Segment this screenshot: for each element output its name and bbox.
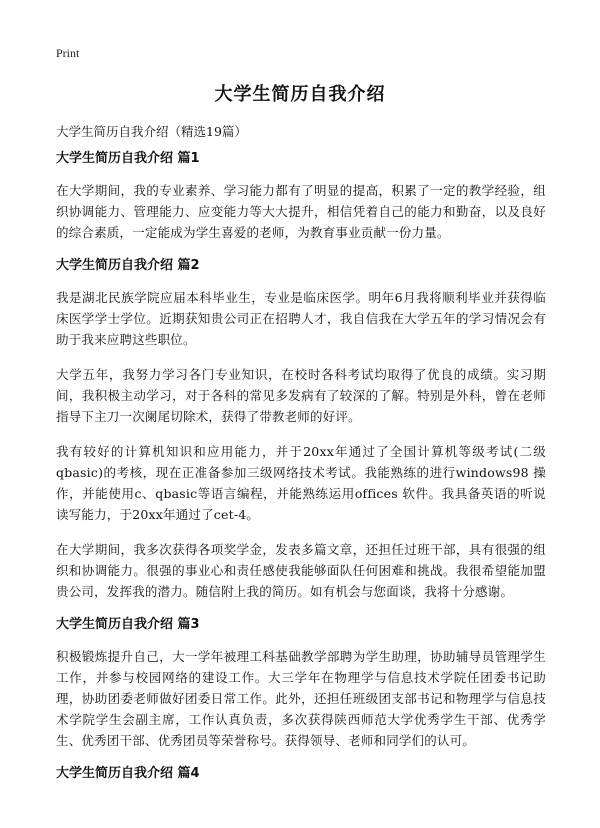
body-paragraph: 我有较好的计算机知识和应用能力，并于20xx年通过了全国计算机等级考试(二级qbasic)的考核，现在正准备参加三级网络技术考试。我能熟练的进行windows98 操作，并能使用c、qbasic等语言编程，并能熟练运用offices 软件。我具备英语的听说读写能力，于20xx年通过了cet-4。 [56, 444, 546, 522]
body-paragraph: 积极锻炼提升自己，大一学年被理工科基础教学部聘为学生助理，协助辅导员管理学生工作，并参与校园网络的建设工作。大三学年在物理学与信息技术学院任团委书记助理，协助团委老师做好团委日常工作。此外，还担任班级团支部书记和物理学与信息技术学院学生会副主席，工作认真负责，多次获得陕西师范大学优秀学生干部、优秀学生、优秀团干部、优秀团员等荣誉称号。获得领导、老师和同学们的认可。 [56, 649, 546, 748]
print-link[interactable]: Print [56, 46, 80, 60]
section-heading: 大学生简历自我介绍 篇1 [56, 151, 200, 166]
page-title: 大学生简历自我介绍 [214, 84, 386, 105]
body-paragraph: 在大学期间，我的专业素养、学习能力都有了明显的提高，积累了一定的教学经验，组织协调能力、管理能力、应变能力等大大提升，相信凭着自己的能力和勤奋，以及良好的综合素质，一定能成为学生喜爱的老师，为教育事业贡献一份力量。 [56, 183, 546, 240]
document-body [56, 150, 546, 795]
body-paragraph: 在大学期间，我多次获得各项奖学金，发表多篇文章，还担任过班干部，具有很强的组织和协调能力。很强的事业心和责任感使我能够面队任何困难和挑战。我很希望能加盟贵公司，发挥我的潜力。随信附上我的简历。如有机会与您面谈，我将十分感谢。 [56, 542, 546, 599]
section-heading: 大学生简历自我介绍 篇2 [56, 258, 200, 273]
body-paragraph: 我是湖北民族学院应届本科毕业生，专业是临床医学。明年6月我将顺利毕业并获得临床医学学士学位。近期获知贵公司正在招聘人才，我自信我在大学五年的学习情况会有助于我来应聘这些职位。 [56, 290, 546, 347]
section-heading: 大学生简历自我介绍 篇3 [56, 617, 200, 632]
section-heading: 大学生简历自我介绍 篇4 [56, 766, 200, 781]
document-subtitle: 大学生简历自我介绍（精选19篇） [56, 124, 247, 139]
body-paragraph: 大学五年，我努力学习各门专业知识，在校时各科考试均取得了优良的成绩。实习期间，我积极主动学习，对于各科的常见多发病有了较深的了解。特别是外科，曾在老师指导下主刀一次阑尾切除术，获得了带教老师的好评。 [56, 367, 546, 424]
